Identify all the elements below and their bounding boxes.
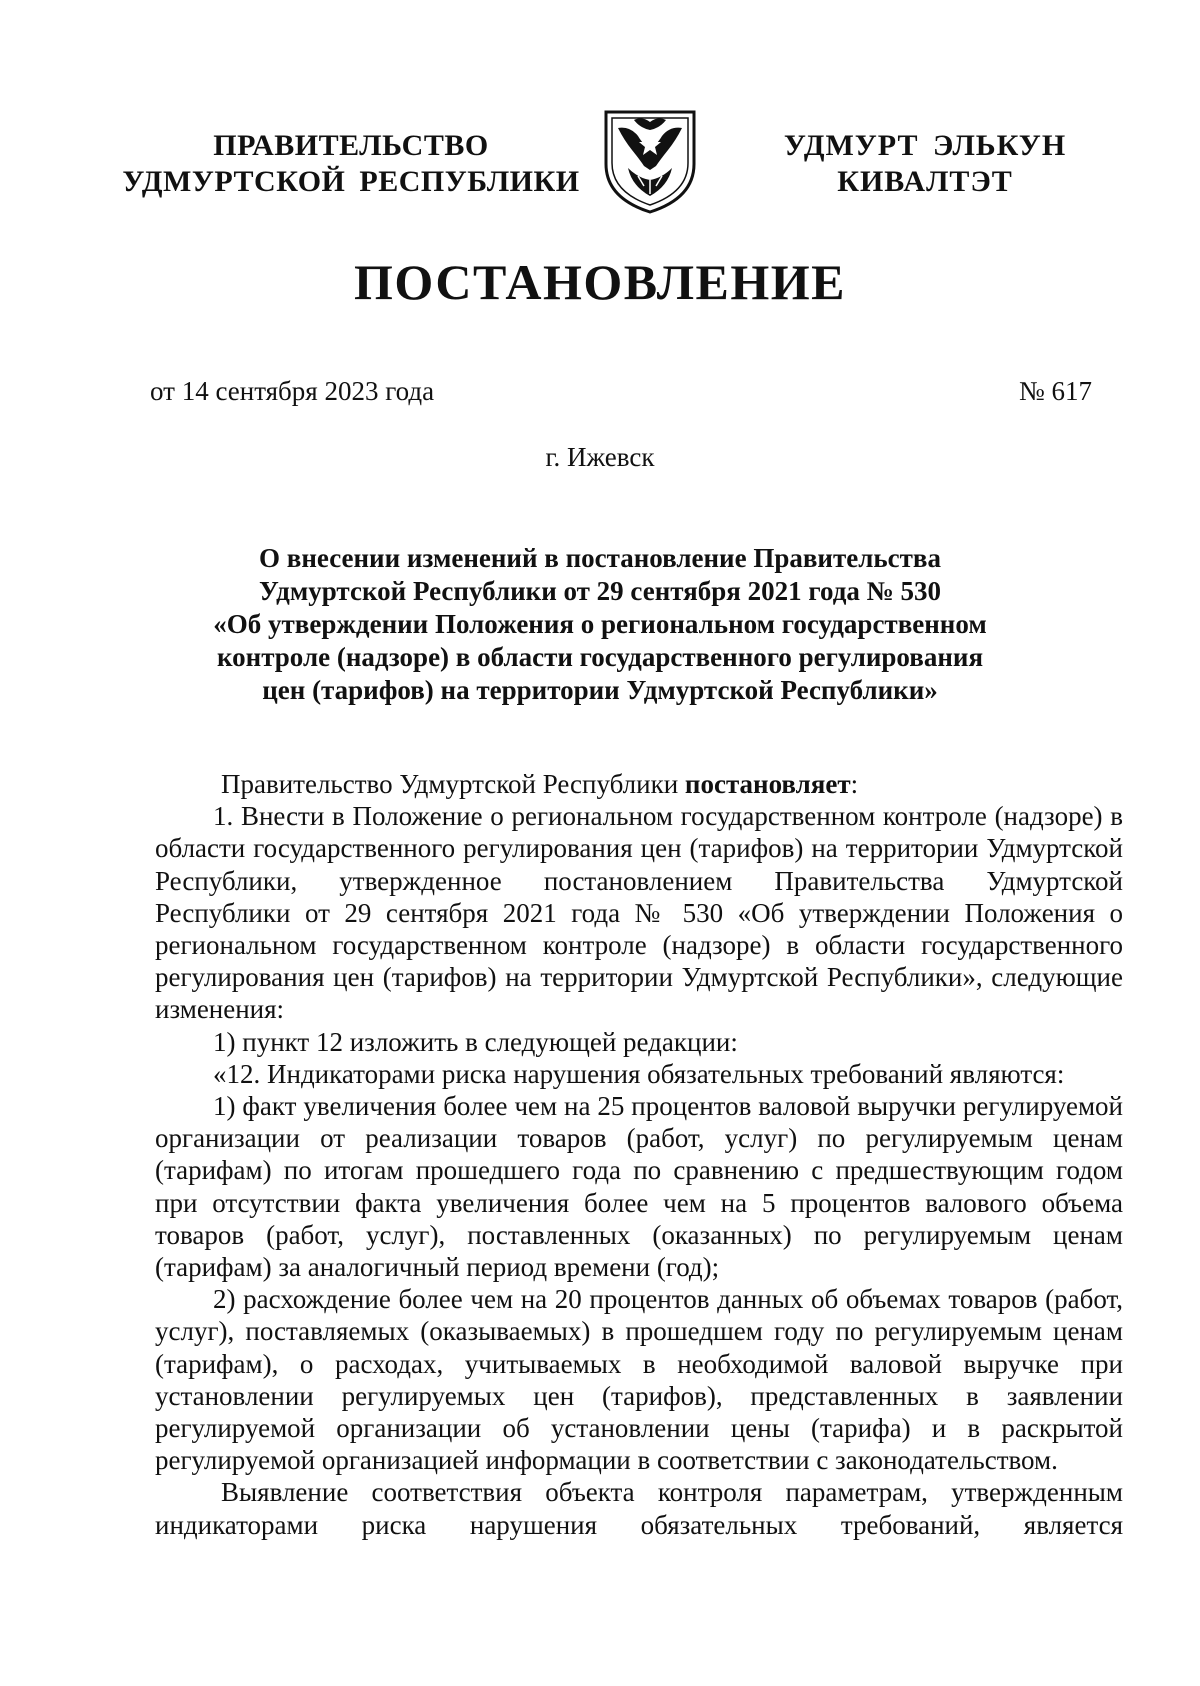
intro-paragraph	[155, 768, 1123, 800]
intro-colon: :	[850, 769, 859, 799]
intro-bold-text: постановляет	[684, 769, 851, 799]
intro-text: Правительство Удмуртской Республики	[221, 769, 685, 799]
body-paragraph-4: 1) факт увеличения более чем на 25 процентов валовой выручки регулируемой организации от реализации товаров (работ, услуг) по регулируемым ценам (тарифам) по итогам прошедшего года по сравнению с предшествующим годом при отсутствии факта увеличения более чем на 5 процентов валового объема товаров (работ, услуг), поставленных (оказанных) по регулируемым ценам (тарифам) за аналогичный период времени (год);	[155, 1091, 1123, 1283]
document-title-line: цен (тарифов) на территории Удмуртской Республики»	[262, 675, 938, 705]
government-name-line2: УДМУРТСКОЙ РЕСПУБЛИКИ	[122, 165, 580, 198]
document-number: № 617	[1018, 376, 1092, 406]
document-title	[160, 542, 1040, 707]
government-name-udmurt-line1: УДМУРТ ЭЛЬКУН	[783, 129, 1067, 162]
document-city: г. Ижевск	[545, 442, 655, 472]
udmurtia-coat-of-arms-icon	[598, 106, 702, 216]
document-title-line: контроле (надзоре) в области государственного регулирования	[216, 642, 984, 672]
document-date: от 14 сентября 2023 года	[150, 376, 435, 406]
body-paragraph-1: 1. Внести в Положение о региональном государственном контроле (надзоре) в области государственного регулирования цен (тарифов) на территории Удмуртской Республики, утвержденное постановлением Правительства Удмуртской Республики от 29 сентября 2021 года № 530 «Об утверждении Положения о региональном государственном контроле (надзоре) в области государственного регулирования цен (тарифов) на территории Удмуртской Республики», следующие изменения:	[155, 801, 1123, 1025]
document-body	[155, 768, 1123, 1541]
government-name-udmurt	[760, 128, 1090, 200]
document-title-line: Удмуртской Республики от 29 сентября 2021 года № 530	[258, 576, 942, 606]
body-paragraph-3: «12. Индикаторами риска нарушения обязательных требований являются:	[213, 1058, 1065, 1089]
body-paragraph-2: 1) пункт 12 изложить в следующей редакции:	[213, 1026, 738, 1057]
government-name-line1: ПРАВИТЕЛЬСТВО	[213, 129, 489, 162]
document-title-line: «Об утверждении Положения о региональном государственном	[213, 609, 987, 639]
government-name-udmurt-line2: КИВАЛТЭТ	[837, 165, 1013, 198]
government-name-russian	[120, 128, 582, 200]
document-type-heading: ПОСТАНОВЛЕНИЕ	[354, 254, 846, 310]
document-title-line: О внесении изменений в постановление Правительства	[259, 543, 941, 573]
body-paragraph-5: 2) расхождение более чем на 20 процентов данных об объемах товаров (работ, услуг), поставляемых (оказываемых) в прошедшем году по регулируемым ценам (тарифам), о расходах, учитываемых в необходимой валовой выручке при установлении регулируемых цен (тарифов), представленных в заявлении регулируемой организации об установлении цены (тарифа) и в раскрытой регулируемой организацией информации в соответствии с законодательством.	[155, 1284, 1123, 1476]
body-paragraph-6: Выявление соответствия объекта контроля параметрам, утвержденным индикаторами риска нарушения обязательных требований, является	[155, 1477, 1123, 1540]
